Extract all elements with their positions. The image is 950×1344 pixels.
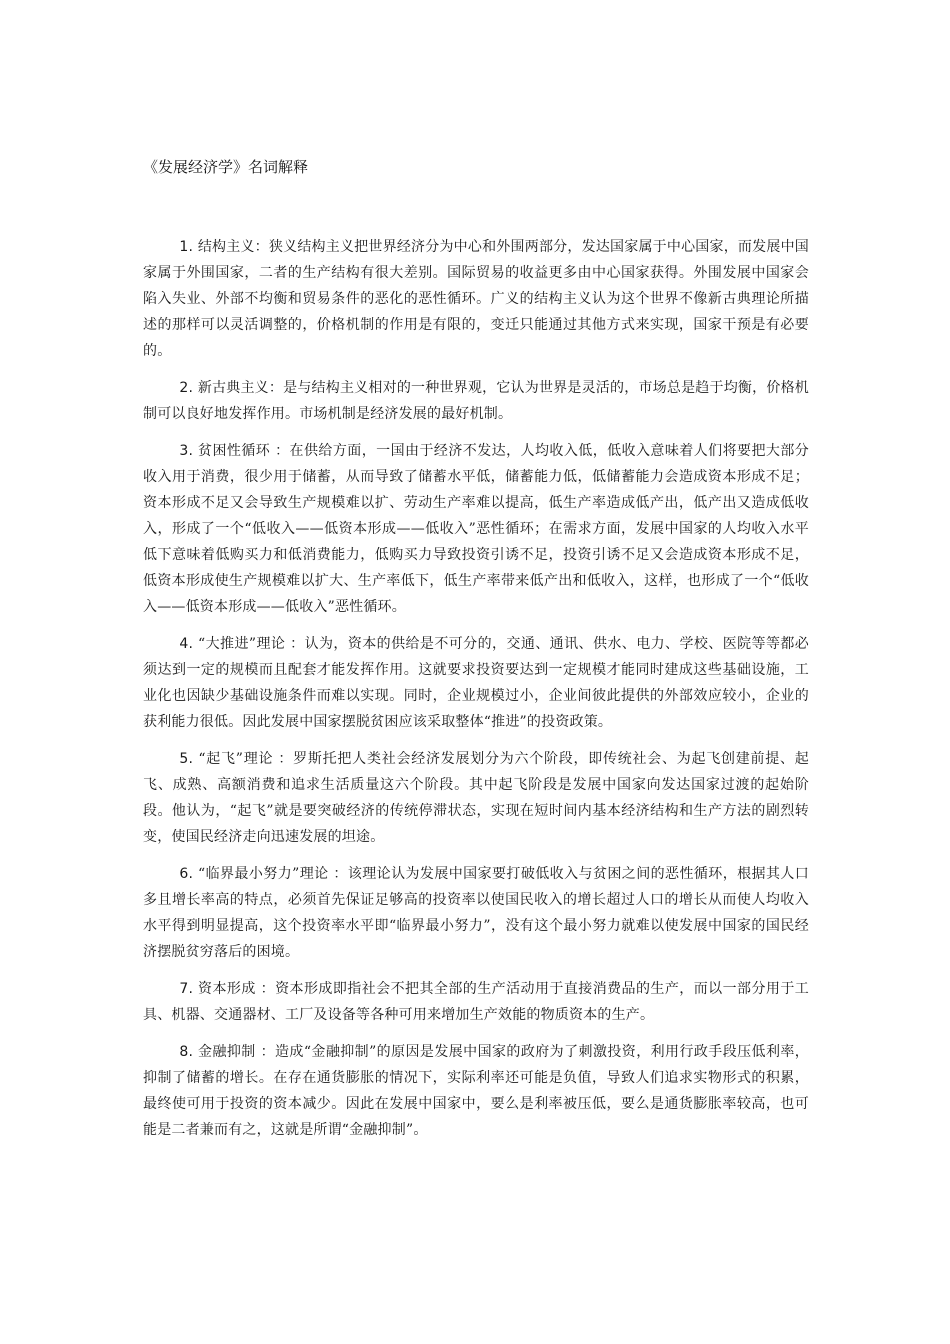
- entry-text: “大推进”理论 ：认为，资本的供给是不可分的，交通、通讯、供水、电力、学校、医院等等都必须达到一定的规模而且配套才能发挥作用。这就要求投资要达到一定规模才能同时建成这些基础设施，工业化也因缺少基础设施条件而难以实现。同时，企业规模过小，企业间彼此提供的外部效应较小，企业的获利能力很低。因此发展中国家摆脱贫困应该采取整体“推进”的投资政策。: [143, 636, 809, 730]
- entry-text: 贫困性循环 ：在供给方面，一国由于经济不发达，人均收入低，低收入意味着人们将要把大部分收入用于消费，很少用于储蓄，从而导致了储蓄水平低，储蓄能力低，低储蓄能力会造成资本形成不足；资本形成不足又会导致生产规模难以扩、劳动生产率难以提高，低生产率造成低产出，低产出又造成低收入，形成了一个“低收入——低资本形成——低收入”恶性循环；在需求方面，发展中国家的人均收入水平低下意味着低购买力和低消费能力，低购买力导致投资引诱不足，投资引诱不足又会造成资本形成不足，低资本形成使生产规模难以扩大、生产率低下，低生产率带来低产出和低收入，这样，也形成了一个“低收入——低资本形成——低收入”恶性循环。: [143, 443, 809, 615]
- entry-7: [143, 976, 809, 1028]
- entry-number: 6.: [179, 866, 194, 882]
- entry-4: [143, 631, 809, 735]
- entry-2: [143, 375, 809, 427]
- entry-number: 5.: [179, 751, 194, 767]
- document-title: 《发展经济学》名词解释: [143, 158, 309, 176]
- entry-text: 金融抑制 ：造成“金融抑制”的原因是发展中国家的政府为了刺激投资，利用行政手段压低利率，抑制了储蓄的增长。在存在通货膨胀的情况下，实际利率还可能是负值，导致人们追求实物形式的积累，最终使可用于投资的资本减少。因此在发展中国家中，要么是利率被压低，要么是通货膨胀率较高，也可能是二者兼而有之，这就是所谓“金融抑制”。: [143, 1044, 809, 1138]
- entry-text: 资本形成 ：资本形成即指社会不把其全部的生产活动用于直接消费品的生产，而以一部分用于工具、机器、交通器材、工厂及设备等各种可用来增加生产效能的物质资本的生产。: [143, 981, 809, 1023]
- entry-text: “起飞”理论 ：罗斯托把人类社会经济发展划分为六个阶段，即传统社会、为起飞创建前提、起飞、成熟、高额消费和追求生活质量这六个阶段。其中起飞阶段是发展中国家向发达国家过渡的起始阶段。他认为，“起飞”就是要突破经济的传统停滞状态，实现在短时间内基本经济结构和生产方法的剧烈转变，使国民经济走向迅速发展的坦途。: [143, 751, 809, 845]
- entry-text: “临界最小努力”理论 ：该理论认为发展中国家要打破低收入与贫困之间的恶性循环，根据其人口多且增长率高的特点，必须首先保证足够高的投资率以使国民收入的增长超过人口的增长从而使人均收入水平得到明显提高，这个投资率水平即“临界最小努力”，没有这个最小努力就难以使发展中国家的国民经济摆脱贫穷落后的困境。: [143, 866, 809, 960]
- entry-1: [143, 234, 809, 364]
- entry-number: 4.: [179, 636, 194, 652]
- document-body: [143, 234, 809, 1154]
- entry-5: [143, 746, 809, 850]
- entry-6: [143, 861, 809, 965]
- entry-text: 结构主义：狭义结构主义把世界经济分为中心和外围两部分，发达国家属于中心国家，而发展中国家属于外围国家，二者的生产结构有很大差别。国际贸易的收益更多由中心国家获得。外围发展中国家会陷入失业、外部不均衡和贸易条件的恶化的恶性循环。广义的结构主义认为这个世界不像新古典理论所描述的那样可以灵活调整的，价格机制的作用是有限的，变迁只能通过其他方式来实现，国家干预是有必要的。: [143, 239, 809, 359]
- entry-text: 新古典主义：是与结构主义相对的一种世界观，它认为世界是灵活的，市场总是趋于均衡，价格机制可以良好地发挥作用。市场机制是经济发展的最好机制。: [143, 380, 809, 422]
- entry-number: 2.: [179, 380, 194, 396]
- entry-number: 8.: [179, 1044, 194, 1060]
- entry-number: 1.: [179, 239, 194, 255]
- entry-3: [143, 438, 809, 620]
- entry-number: 3.: [179, 443, 194, 459]
- entry-number: 7.: [179, 981, 194, 997]
- entry-8: [143, 1039, 809, 1143]
